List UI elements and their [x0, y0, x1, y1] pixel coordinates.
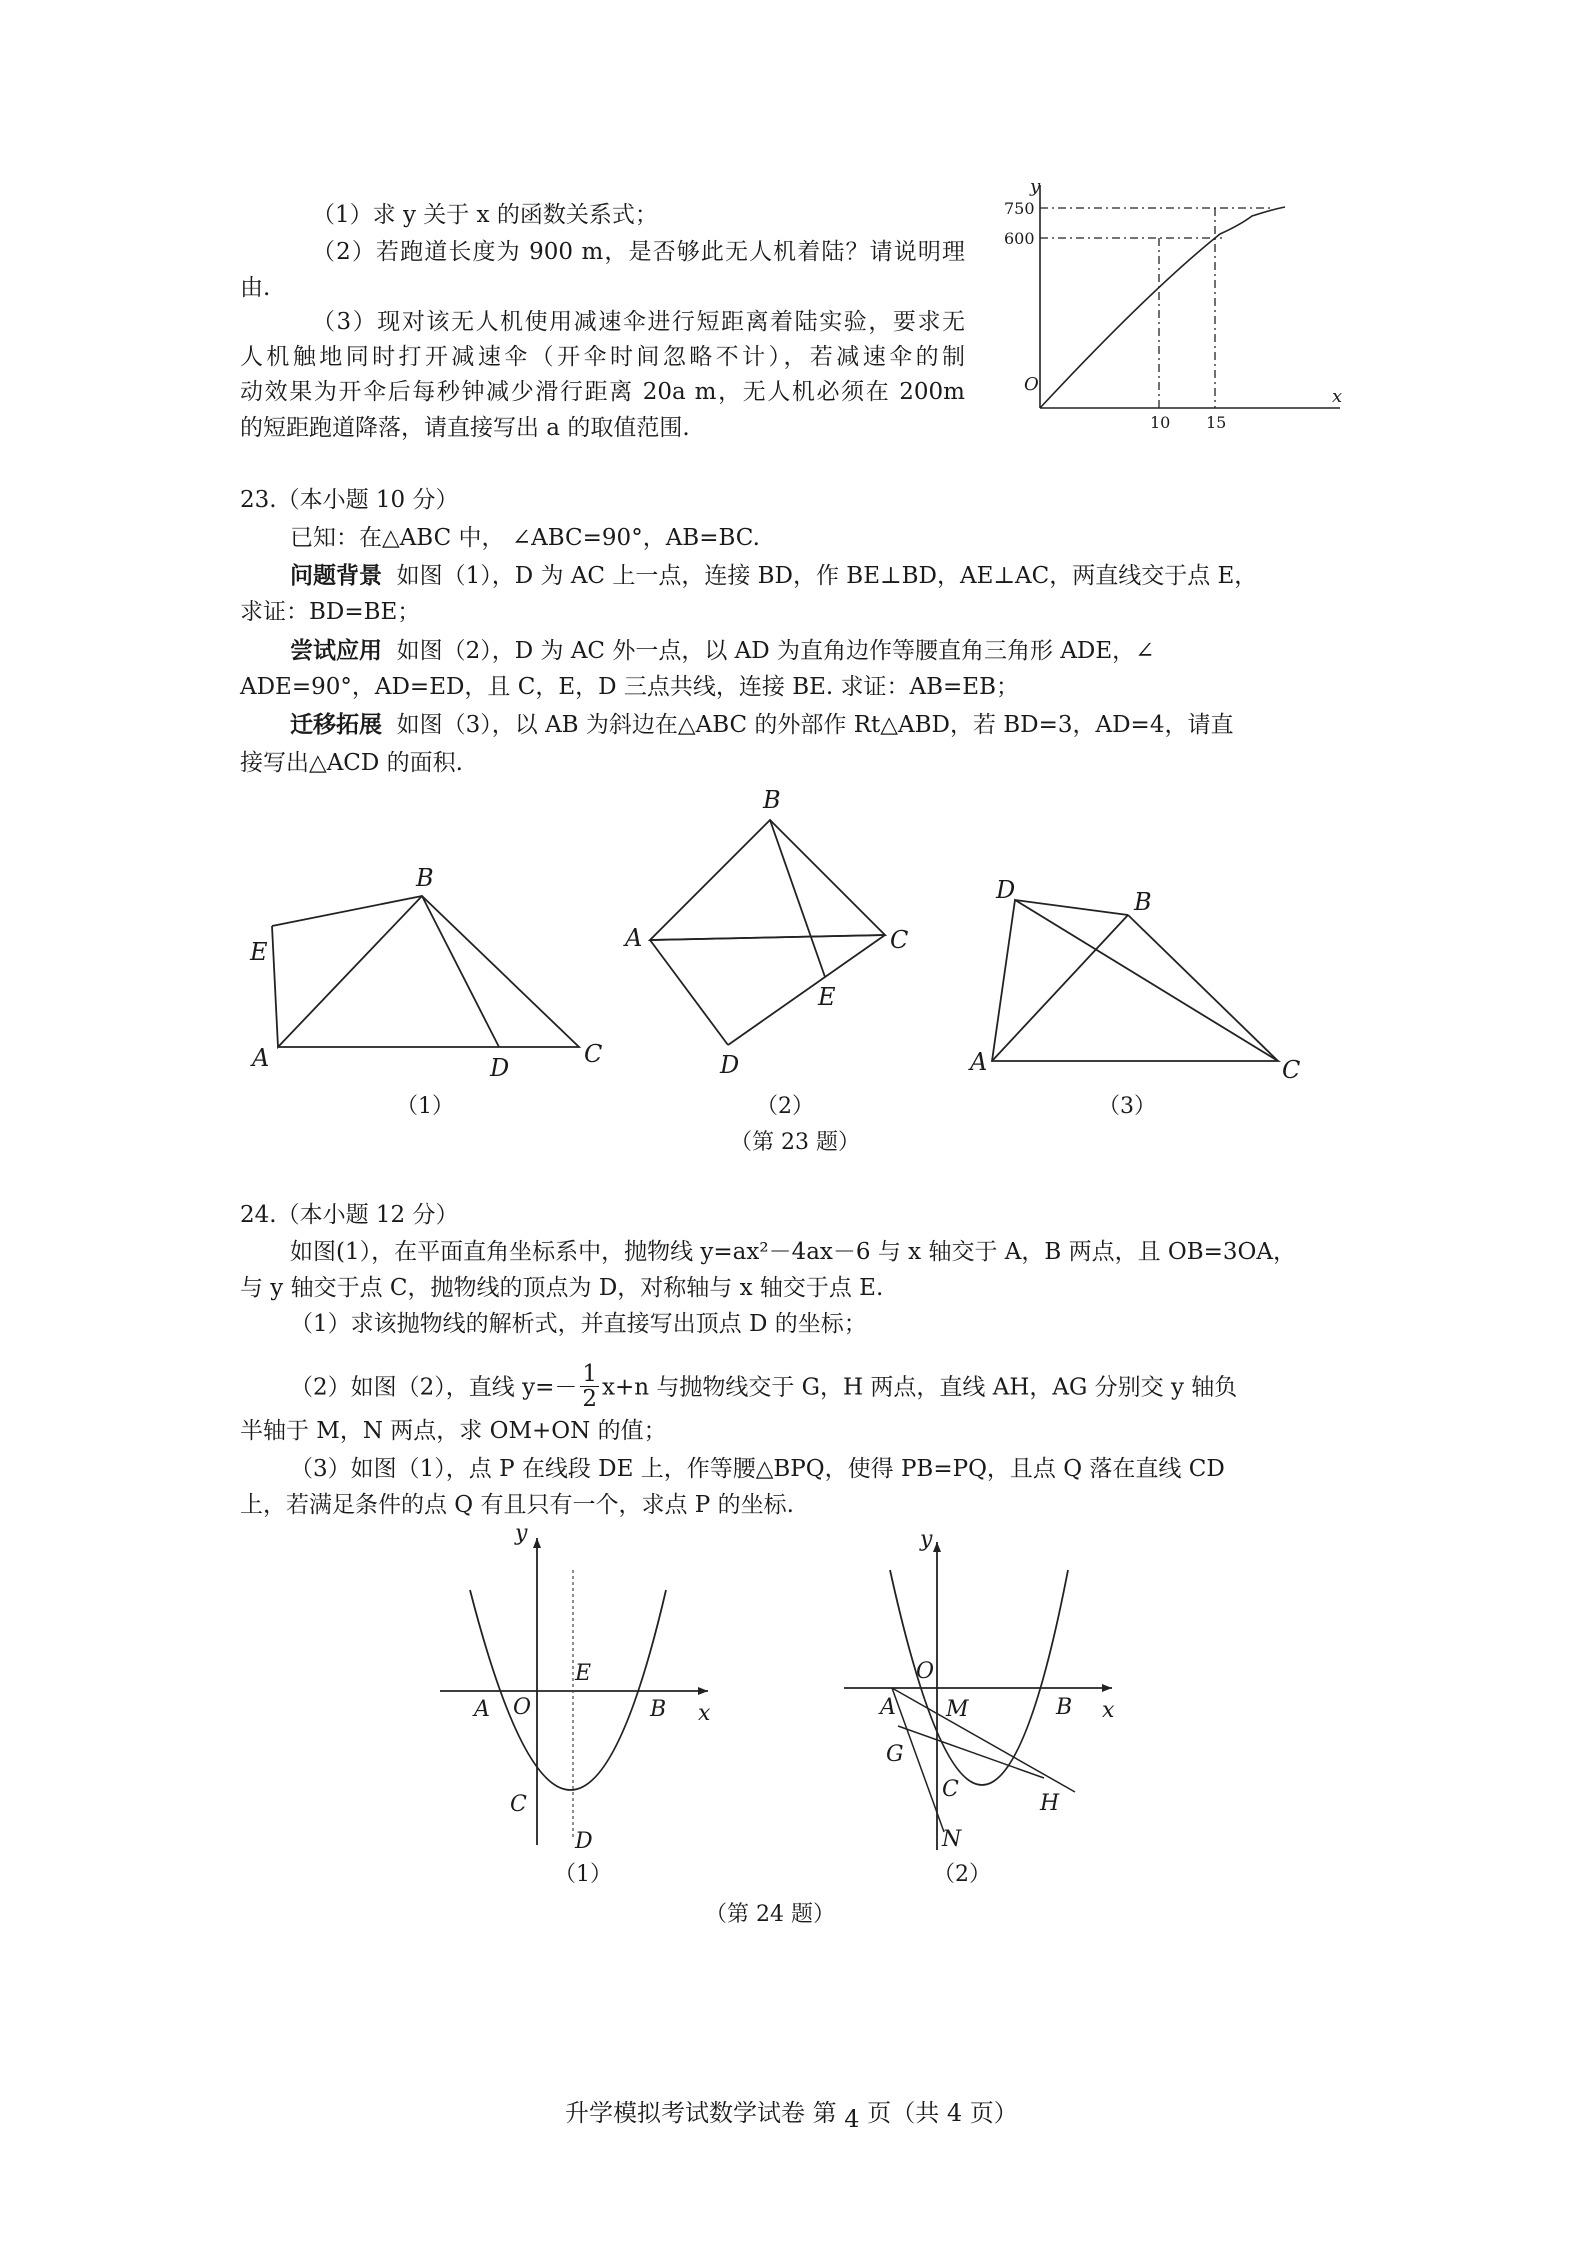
fig1-label-C: C: [584, 1040, 603, 1068]
q23-figure-1: [240, 860, 610, 1090]
q24-caption: （第 24 题）: [705, 1902, 835, 1927]
fig1-parabola: [470, 1590, 666, 1790]
fig2-label-A: A: [625, 924, 643, 952]
q24-part2-line2: 半轴于 M，N 两点，求 OM+ON 的值；: [240, 1418, 667, 1444]
q23-figure-2: [620, 780, 930, 1080]
q22-part1: （1）求 y 关于 x 的函数关系式；: [312, 202, 658, 228]
q23-fig1-caption: （1）: [396, 1094, 454, 1119]
q24-fig1-caption: （1）: [554, 1862, 612, 1887]
q22-part3-line1: （3）现对该无人机使用减速伞进行短距离着陆实验，要求无: [312, 309, 965, 335]
q23-caption: （第 23 题）: [730, 1130, 860, 1155]
fig2-line-GH: [898, 1726, 1044, 1778]
fig1-label-D: D: [490, 1054, 510, 1082]
fig1-label-A: A: [252, 1044, 270, 1072]
graph-origin: O: [1024, 374, 1039, 395]
q24-part3-line1: （3）如图（1），点 P 在线段 DE 上，作等腰△BPQ，使得 PB=PQ，且点 Q 落在直线 CD: [290, 1456, 1225, 1482]
fig2-label-y: y: [920, 1527, 933, 1552]
fig1-label-B: B: [416, 864, 434, 892]
q23-bg-title: 问题背景: [290, 562, 382, 589]
fig1-label-x: x: [698, 1701, 711, 1726]
q23-header: 23.（本小题 10 分）: [240, 487, 459, 513]
fig1-label-B: B: [650, 1697, 667, 1722]
fig2-label-A: A: [880, 1695, 896, 1720]
q24-figure-1: [430, 1521, 720, 1854]
q23-figure-3: [960, 870, 1300, 1100]
fig1-label-O: O: [513, 1695, 532, 1720]
q24-part2-a: （2）如图（2），直线 y=－: [290, 1374, 578, 1401]
fig2-line-AH: [892, 1688, 1075, 1792]
tick-600: 600: [1004, 229, 1035, 248]
q23-background: [290, 561, 1257, 591]
q24-part2-b: x+n 与抛物线交于 G，H 两点，直线 AH，AG 分别交 y 轴负: [601, 1374, 1238, 1401]
fig2-label-B: B: [1056, 1695, 1073, 1720]
fig2-label-N: N: [942, 1827, 962, 1852]
q23-extension: [290, 710, 1233, 740]
q24-part3-line2: 上，若满足条件的点 Q 有且只有一个，求点 P 的坐标.: [240, 1492, 794, 1518]
fig1-label-A: A: [474, 1697, 490, 1722]
fig2-label-O: O: [916, 1659, 935, 1684]
graph-y-label: y: [1030, 176, 1041, 197]
q24-figure-2: [830, 1527, 1130, 1852]
q23-given: 已知：在△ABC 中， ∠ABC=90°，AB=BC.: [290, 525, 760, 551]
fig1-label-E: E: [250, 938, 268, 966]
fig2-label-E: E: [818, 983, 836, 1011]
q23-bg-text: 如图（1），D 为 AC 上一点，连接 BD，作 BE⊥BD，AE⊥AC，两直线交于点 E，: [396, 563, 1258, 589]
fig1-label-C: C: [510, 1792, 527, 1817]
q23-ext-title: 迁移拓展: [290, 711, 382, 738]
fig3-label-D: D: [996, 876, 1016, 904]
q22-part2-line1: （2）若跑道长度为 900 m，是否够此无人机着陆？请说明理: [312, 239, 965, 265]
q24-part2: [290, 1361, 1238, 1413]
q24-header: 24.（本小题 12 分）: [240, 1202, 459, 1228]
q22-part3-line4: 的短距跑道降落，请直接写出 a 的取值范围.: [240, 415, 690, 441]
tick-750: 750: [1004, 199, 1035, 218]
q24-fig2-caption: （2）: [933, 1862, 991, 1887]
footer-text-b: 页（共 4 页）: [867, 2099, 1018, 2127]
q23-fig2-caption: （2）: [756, 1094, 814, 1119]
fig2-label-C: C: [942, 1777, 959, 1802]
q24-frac-num: 1: [582, 1361, 597, 1387]
fig1-label-y: y: [515, 1521, 528, 1546]
fig1-label-D: D: [575, 1829, 593, 1854]
tick-15: 15: [1206, 413, 1227, 432]
footer-page-number: 4: [844, 2105, 860, 2133]
page-footer: [565, 2098, 1018, 2133]
fig2-label-H: H: [1040, 1791, 1060, 1816]
decel-curve: [1040, 207, 1285, 408]
q23-bg-text2: 求证：BD=BE；: [240, 599, 421, 625]
q22-part3-line3: 动效果为开伞后每秒钟减少滑行距离 20a m，无人机必须在 200m: [240, 379, 965, 405]
q22-part2-line2: 由.: [240, 275, 271, 301]
fig1-label-E: E: [575, 1661, 592, 1686]
fig2-label-B: B: [763, 786, 781, 814]
fig2-label-C: C: [890, 926, 909, 954]
q24-intro1: 如图(1），在平面直角坐标系中，抛物线 y=ax²－4ax－6 与 x 轴交于 A，B 两点，且 OB=3OA，: [290, 1239, 1297, 1265]
fig2-label-G: G: [886, 1742, 904, 1767]
fig3-label-C: C: [1282, 1056, 1301, 1084]
q22-part3-line2: 人机触地同时打开减速伞（开伞时间忽略不计），若减速伞的制: [240, 344, 965, 370]
fig2-label-M: M: [946, 1697, 969, 1722]
tick-10: 10: [1150, 413, 1171, 432]
q24-intro2: 与 y 轴交于点 C，抛物线的顶点为 D，对称轴与 x 轴交于点 E.: [240, 1275, 884, 1301]
q24-part1: （1）求该抛物线的解析式，并直接写出顶点 D 的坐标；: [290, 1311, 867, 1337]
fig2-label-x: x: [1102, 1698, 1115, 1723]
q23-app-text: 如图（2），D 为 AC 外一点，以 AD 为直角边作等腰直角三角形 ADE，∠: [396, 638, 1155, 664]
q24-fraction: [580, 1362, 599, 1411]
q23-application: [290, 636, 1154, 666]
q23-app-title: 尝试应用: [290, 637, 382, 664]
q22-graph: [1004, 176, 1350, 432]
q23-fig3-caption: （3）: [1098, 1094, 1156, 1119]
fig3-label-B: B: [1134, 888, 1152, 916]
q23-ext-text: 如图（3），以 AB 为斜边在△ABC 的外部作 Rt△ABD，若 BD=3，AD=4，请直: [396, 712, 1234, 738]
q23-app-text2: ADE=90°，AD=ED，且 C，E，D 三点共线，连接 BE. 求证：AB=EB；: [240, 674, 1019, 700]
graph-x-label: x: [1332, 386, 1343, 407]
footer-text-a: 升学模拟考试数学试卷 第: [565, 2099, 837, 2127]
fig2-label-D: D: [720, 1051, 740, 1079]
q23-ext-text2: 接写出△ACD 的面积.: [240, 750, 463, 776]
q24-frac-den: 2: [582, 1386, 597, 1412]
fig3-label-A: A: [970, 1048, 988, 1076]
